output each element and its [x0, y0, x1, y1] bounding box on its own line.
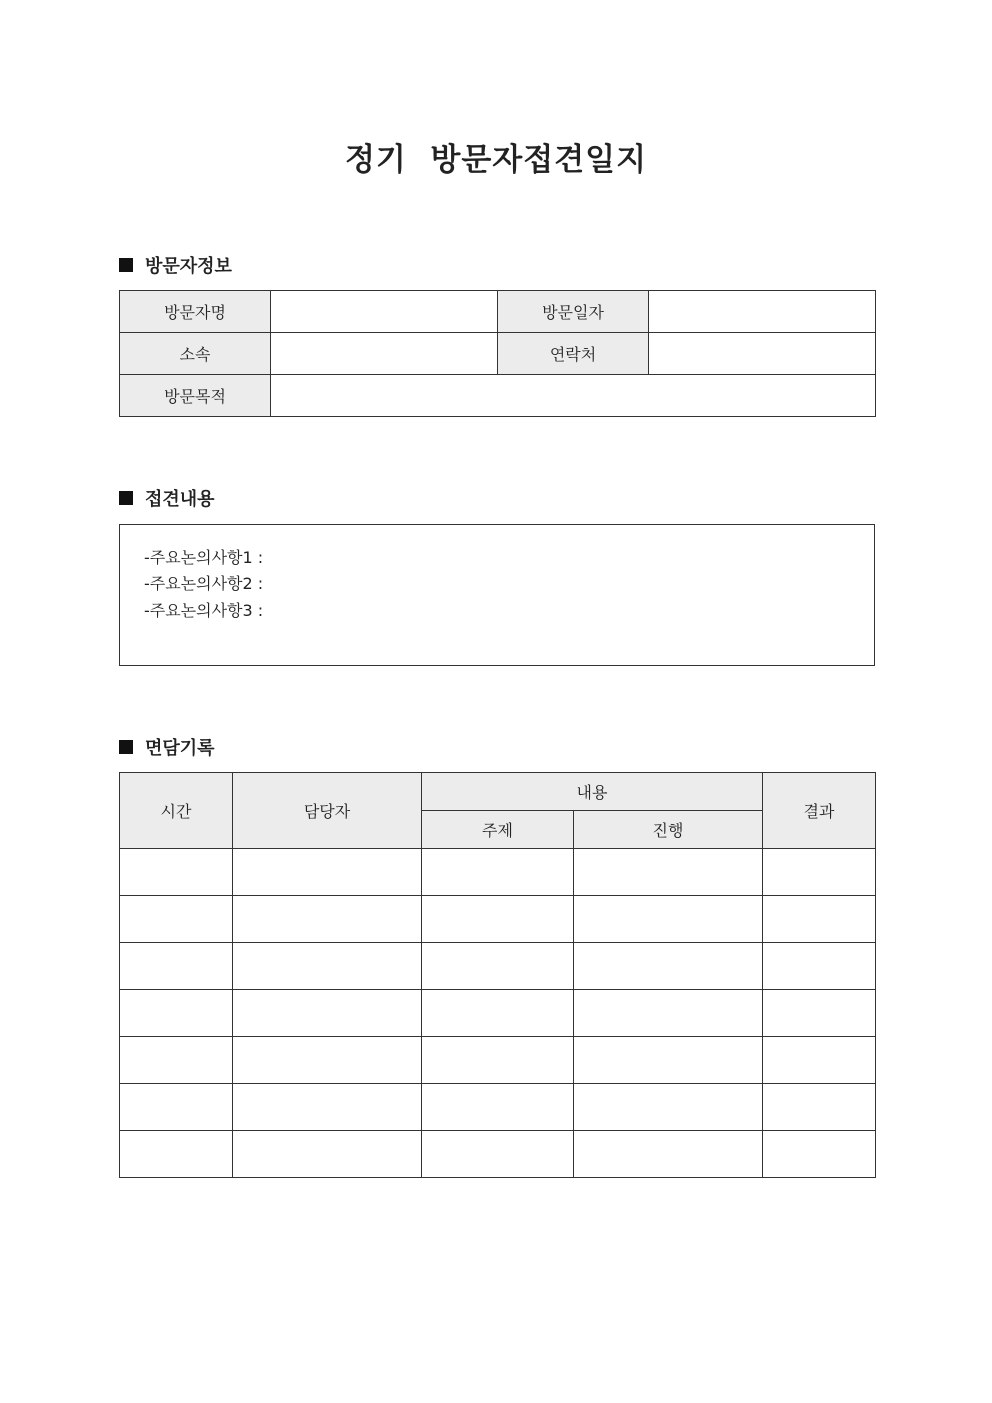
section-heading-label: 방문자정보: [145, 256, 232, 277]
visit-date-label: 방문일자: [498, 291, 649, 333]
person-cell[interactable]: [233, 990, 422, 1037]
header-time: 시간: [120, 773, 233, 849]
progress-cell[interactable]: [574, 1131, 763, 1178]
section-heading-visitor-info: [119, 252, 232, 278]
header-person: 담당자: [233, 773, 422, 849]
progress-cell[interactable]: [574, 990, 763, 1037]
result-cell[interactable]: [763, 1084, 876, 1131]
header-content: 내용: [422, 773, 763, 811]
visit-date-field[interactable]: [649, 291, 876, 333]
visitor-info-table: [119, 290, 876, 417]
time-cell[interactable]: [120, 1037, 233, 1084]
header-topic: 주제: [422, 811, 574, 849]
result-cell[interactable]: [763, 896, 876, 943]
person-cell[interactable]: [233, 849, 422, 896]
topic-cell[interactable]: [422, 1131, 574, 1178]
square-bullet-icon: [119, 491, 133, 505]
meeting-content-box[interactable]: [119, 524, 875, 666]
table-row: [120, 1084, 876, 1131]
square-bullet-icon: [119, 740, 133, 754]
visitor-name-field[interactable]: [271, 291, 498, 333]
section-heading-interview-record: [119, 734, 215, 760]
person-cell[interactable]: [233, 896, 422, 943]
section-heading-meeting-content: [119, 485, 215, 511]
progress-cell[interactable]: [574, 849, 763, 896]
person-cell[interactable]: [233, 1131, 422, 1178]
topic-cell[interactable]: [422, 849, 574, 896]
time-cell[interactable]: [120, 1131, 233, 1178]
result-cell[interactable]: [763, 1131, 876, 1178]
result-cell[interactable]: [763, 1037, 876, 1084]
progress-cell[interactable]: [574, 896, 763, 943]
progress-cell[interactable]: [574, 1037, 763, 1084]
time-cell[interactable]: [120, 990, 233, 1037]
discussion-item-2: -주요논의사항2 :: [144, 574, 264, 593]
page-title: 정기 방문자접견일지: [344, 142, 648, 178]
table-row: [120, 896, 876, 943]
purpose-field[interactable]: [271, 375, 876, 417]
header-progress: 진행: [574, 811, 763, 849]
topic-cell[interactable]: [422, 896, 574, 943]
contact-label: 연락처: [498, 333, 649, 375]
result-cell[interactable]: [763, 943, 876, 990]
progress-cell[interactable]: [574, 943, 763, 990]
header-result: 결과: [763, 773, 876, 849]
contact-field[interactable]: [649, 333, 876, 375]
table-row: [120, 943, 876, 990]
progress-cell[interactable]: [574, 1084, 763, 1131]
topic-cell[interactable]: [422, 1037, 574, 1084]
discussion-item-3: -주요논의사항3 :: [144, 601, 264, 620]
person-cell[interactable]: [233, 1084, 422, 1131]
person-cell[interactable]: [233, 943, 422, 990]
topic-cell[interactable]: [422, 1084, 574, 1131]
result-cell[interactable]: [763, 849, 876, 896]
table-row: [120, 1131, 876, 1178]
table-row: [120, 990, 876, 1037]
visitor-name-label: 방문자명: [120, 291, 271, 333]
time-cell[interactable]: [120, 1084, 233, 1131]
discussion-item-1: -주요논의사항1 :: [144, 548, 264, 567]
time-cell[interactable]: [120, 849, 233, 896]
person-cell[interactable]: [233, 1037, 422, 1084]
table-row: [120, 849, 876, 896]
table-row: [120, 1037, 876, 1084]
time-cell[interactable]: [120, 943, 233, 990]
time-cell[interactable]: [120, 896, 233, 943]
affiliation-label: 소속: [120, 333, 271, 375]
result-cell[interactable]: [763, 990, 876, 1037]
square-bullet-icon: [119, 258, 133, 272]
interview-record-table: [119, 772, 876, 1178]
topic-cell[interactable]: [422, 943, 574, 990]
section-heading-label: 접견내용: [145, 489, 215, 510]
topic-cell[interactable]: [422, 990, 574, 1037]
purpose-label: 방문목적: [120, 375, 271, 417]
section-heading-label: 면담기록: [145, 738, 215, 759]
affiliation-field[interactable]: [271, 333, 498, 375]
